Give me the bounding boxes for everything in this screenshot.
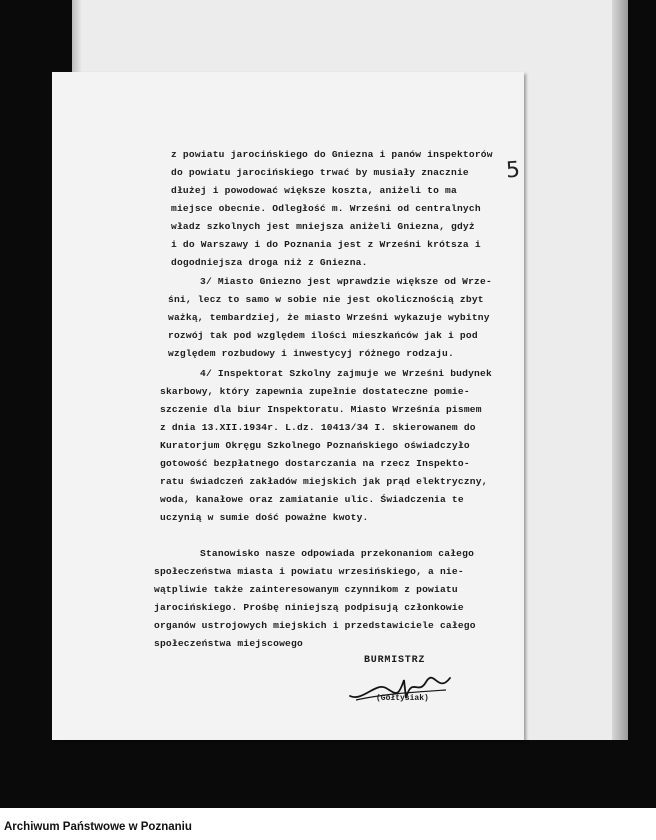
document-page — [52, 72, 524, 740]
text-line: miejsce obecnie. Odległość m. Wrześni od centralnych — [171, 203, 481, 214]
text-line: z powiatu jarocińskiego do Gniezna i panów inspektorów — [171, 149, 493, 160]
signature-title: BURMISTRZ — [364, 655, 426, 666]
text-line: dłużej i powodować większe koszta, aniżeli to ma — [171, 185, 457, 196]
archive-name: Archiwum Państwowe w Poznaniu — [4, 821, 192, 833]
text-line: wątpliwie także zainteresowanym czynnikom z powiatu — [154, 584, 458, 595]
archive-footer — [0, 808, 656, 840]
text-line: do powiatu jarocińskiego trwać by musiały znacznie — [171, 167, 469, 178]
text-line: względem rozbudowy i inwestycyj różnego rodzaju. — [168, 348, 454, 359]
text-line: rozwój tak pod względem ilości mieszkańców jak i pod — [168, 330, 478, 341]
text-line: dogodniejsza droga niż z Gniezna. — [171, 257, 368, 268]
text-line: uczynią w sumie dość poważne kwoty. — [160, 512, 369, 523]
text-line: Stanowisko nasze odpowiada przekonaniom całego — [200, 548, 475, 559]
text-line: organów ustrojowych miejskich i przedstawiciele całego — [154, 620, 476, 631]
text-line: ważką, tembardziej, że miasto Wrześni wykazuje wybitny — [168, 312, 490, 323]
page-number: 5 — [505, 157, 521, 184]
text-line: władz szkolnych jest mniejsza aniżeli Gniezna, gdyż — [171, 221, 475, 232]
text-line: ratu świadczeń zakładów miejskich jak prąd elektryczny, — [160, 476, 488, 487]
text-line: skarbowy, który zapewnia zupełnie dostateczne pomie- — [160, 386, 470, 397]
text-line: i do Warszawy i do Poznania jest z Wrześni krótsza i — [171, 239, 481, 250]
signature-stamp: (Gołtysiak) — [376, 694, 429, 703]
text-line: 4/ Inspektorat Szkolny zajmuje we Wrześni budynek — [200, 368, 492, 379]
text-line: 3/ Miasto Gniezno jest wprawdzie większe od Wrze- — [200, 276, 492, 287]
text-line: woda, kanałowe oraz zamiatanie ulic. Świadczenia te — [160, 494, 464, 505]
text-line: społeczeństwa miejscowego — [154, 638, 303, 649]
text-line: Kuratorjum Okręgu Szkolnego Poznańskiego oświadczyło — [160, 440, 470, 451]
text-line: gotowość bezpłatnego dostarczania na rzecz Inspekto- — [160, 458, 470, 469]
text-line: społeczeństwa miasta i powiatu wrzesińskiego, a nie- — [154, 566, 464, 577]
sheet-edge — [612, 0, 628, 740]
text-line: śni, lecz to samo w sobie nie jest okolicznością zbyt — [168, 294, 484, 305]
text-line: jarocińskiego. Prośbę niniejszą podpisują członkowie — [154, 602, 464, 613]
text-line: z dnia 13.XII.1934r. L.dz. 10413/34 I. skierowanem do — [160, 422, 476, 433]
text-line: szczenie dla biur Inspektoratu. Miasto Wrześnía pismem — [160, 404, 482, 415]
